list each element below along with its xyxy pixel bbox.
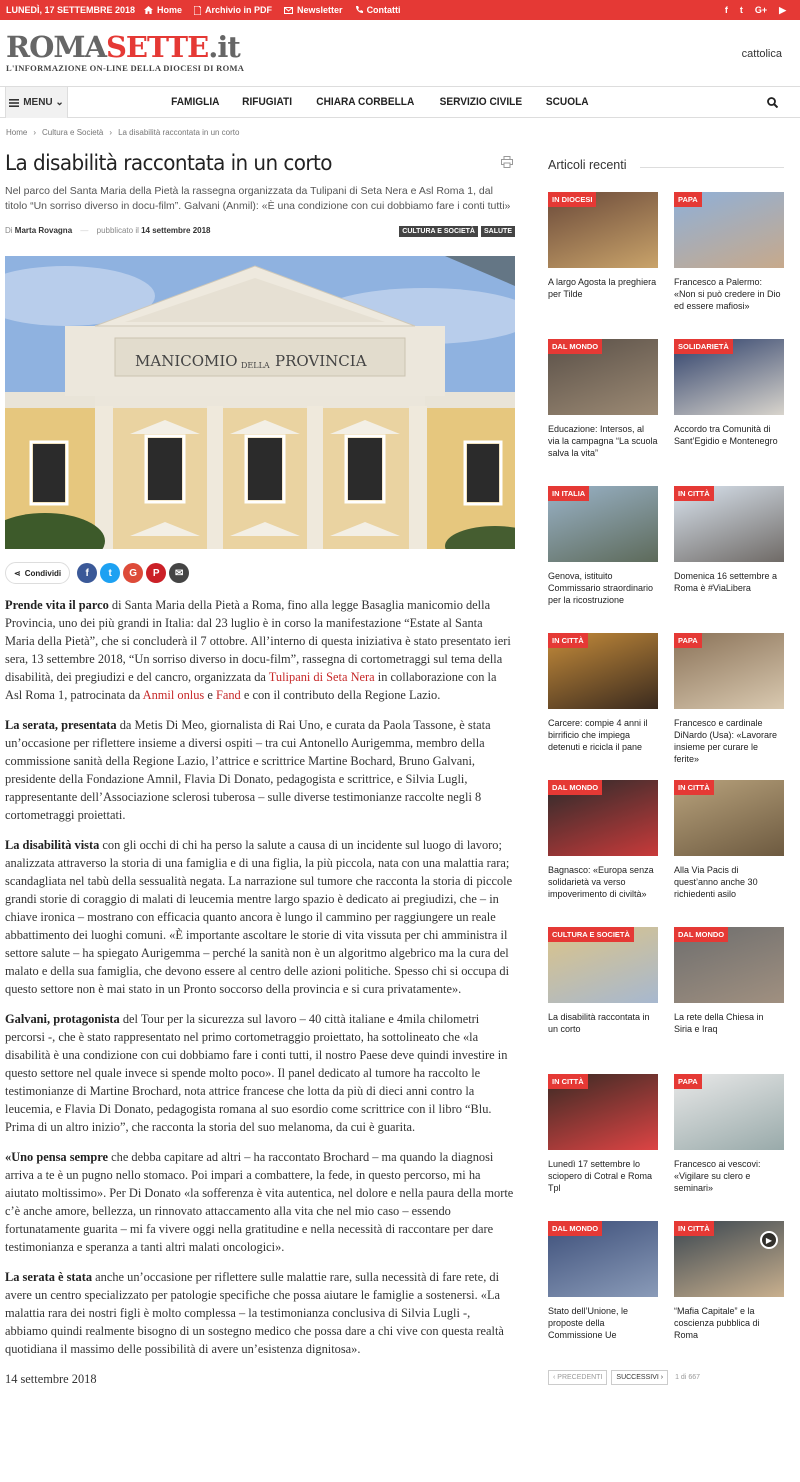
hamburger-icon — [9, 99, 19, 107]
google-plus-icon[interactable]: G+ — [754, 4, 768, 15]
recent-article-card[interactable] — [674, 1074, 784, 1221]
paragraph: Galvani, protagonista del Tour per la sicurezza sul lavoro – 40 città italiane e 4mila chilometri percorsi -, che è stato rappresentato nel primo cortometraggio proiettato, ha sottolineato che «la disabilità è una condizione con cui dobbiamo fare i conti tutti, il nostro Paese deve quindi investire in questo settore nel quale invece si spende molto poco». Il panel dedicato al tumore ha raccolto le testimonianze di Martine Brochard, nota attrice francese che lotta da più di dieci anni contro la leucemia, e Flavia Di Donato, pedagogista romana al suo esordio come scrittrice con il libro “Blu. Prima di un altro inizio”, che racconta la storia del suo melanoma, da cui è guarita. — [5, 1012, 508, 1134]
recent-article-title[interactable]: Educazione: Intersos, al via la campagna “La scuola salva la vita” — [548, 424, 658, 458]
pagination — [548, 1370, 784, 1385]
tag-salute[interactable]: SALUTE — [481, 226, 515, 237]
category-label[interactable]: IN CITTÀ — [674, 780, 714, 795]
recent-article-thumbnail[interactable] — [548, 1074, 658, 1150]
recent-article-card[interactable] — [674, 927, 784, 1074]
recent-article-thumbnail[interactable] — [674, 192, 784, 268]
recent-article-title[interactable]: Francesco a Palermo: «Non si può credere in Dio ed essere mafiosi» — [674, 277, 781, 311]
category-label[interactable]: IN DIOCESI — [548, 192, 596, 207]
sidebar-title: Articoli recenti — [548, 158, 784, 172]
facade-text-mid: DELLA — [241, 361, 270, 370]
recent-article-title[interactable]: La disabilità raccontata in un corto — [548, 1012, 650, 1034]
prev-button[interactable]: ‹ PRECEDENTI — [548, 1370, 607, 1385]
youtube-icon[interactable]: ▶ — [779, 4, 786, 15]
category-label[interactable]: PAPA — [674, 1074, 702, 1089]
recent-article-title[interactable]: Genova, istituito Commissario straordinario per la ricostruzione — [548, 571, 654, 605]
top-bar — [0, 0, 800, 20]
twitter-share-icon[interactable]: t — [100, 563, 120, 583]
category-label[interactable]: IN CITTÀ — [548, 633, 588, 648]
recent-article-card[interactable] — [548, 633, 658, 780]
sidebar — [548, 158, 784, 1385]
logo-tagline: L'INFORMAZIONE ON-LINE DELLA DIOCESI DI ROMA — [6, 63, 245, 73]
article-meta: Di Marta Rovagna — pubblicato il 14 settembre 2018 CULTURA E SOCIETÀ SALUTE — [5, 226, 515, 240]
recent-article-title[interactable]: “Mafia Capitale” e la coscienza pubblica di Roma — [674, 1306, 760, 1340]
nav-item-chiara-corbella[interactable]: CHIARA CORBELLA — [316, 96, 415, 108]
recent-article-thumbnail[interactable] — [548, 192, 658, 268]
recent-article-card[interactable] — [548, 1221, 658, 1368]
recent-article-title[interactable]: Lunedì 17 settembre lo sciopero di Cotral e Roma Tpl — [548, 1159, 653, 1193]
category-label[interactable]: IN CITTÀ — [548, 1074, 588, 1089]
recent-article-thumbnail[interactable] — [674, 780, 784, 856]
building-illustration — [5, 256, 515, 549]
next-button[interactable]: SUCCESSIVI › — [611, 1370, 668, 1385]
chevron-down-icon: ⌄ — [55, 97, 64, 108]
newsletter-link[interactable]: Newsletter — [284, 5, 343, 15]
recent-article-thumbnail[interactable] — [674, 1074, 784, 1150]
recent-article-card[interactable] — [674, 1221, 784, 1368]
recent-article-card[interactable] — [548, 192, 658, 339]
facade-text-left: MANICOMIO — [135, 352, 238, 370]
phone-icon — [355, 6, 363, 14]
home-icon — [144, 6, 153, 14]
category-label[interactable]: DAL MONDO — [548, 780, 602, 795]
category-label[interactable]: CULTURA E SOCIETÀ — [548, 927, 634, 942]
print-icon[interactable] — [501, 156, 513, 168]
paragraph: «Uno pensa sempre che debba capitare ad altri – ha raccontato Brochard – ma quando la diagnosi arriva a te è un pugno nello stomaco. Poi impari a combattere, la fede, in questo percorso, mi ha aiutato moltissimo». Per Di Donato «la sofferenza è vita autentica, nel dolore e nella paura della morte c’è anche amore, bellezza, un rinnovato attaccamento alla vita che nel mio caso – essendo fortunatamente guarita – mi fa vivere oggi nella gratitudine e nella necessità di raccontare per dare testimonianza e speranza a tanti altri malati oncologici». — [5, 1150, 514, 1254]
pinterest-share-icon[interactable]: P — [146, 563, 166, 583]
link-fand[interactable]: Fand — [215, 688, 241, 702]
page-count: 1 di 667 — [675, 1374, 701, 1381]
publish-date: 14 settembre 2018 — [141, 226, 211, 235]
category-label[interactable]: PAPA — [674, 633, 702, 648]
nav-item-servizio-civile[interactable]: SERVIZIO CIVILE — [439, 96, 523, 108]
nav-item-scuola[interactable]: SCUOLA — [545, 96, 589, 108]
recent-article-card[interactable] — [674, 780, 784, 927]
twitter-icon[interactable]: t — [739, 4, 743, 15]
paragraph: La disabilità vista con gli occhi di chi ha perso la salute a causa di un incidente sul luogo di lavoro; analizzata attraverso la storia di una famiglia e di una figlia, la più piccola, nata con una malattia rara; scandagliata nel tabù della sessualità negata. La narrazione sul tumore che racconta la storia di piccole grandi storie di coraggio di malati di leucemia mentre largo spazio è dedicato ai pregiudizi, che – in chiave ironica – mostrano con efficacia quanto ancora è lungo il cammino per raggiungere un reale abbattimento dei luoghi comuni. «È importante ascoltare le storie di vita vissuta per chi amministra il settore salute – ha spiegato Aurigemma – perché la sanità non è un algoritmo algebrico ma la cura del malato e della sua famiglia, che devono essere al centro delle azioni politiche. Spesso chi si occupa di questo settore non è mai stato in un Pronto soccorso della provincia e si cura privatamente». — [5, 838, 513, 996]
recent-article-thumbnail[interactable] — [548, 633, 658, 709]
current-date: LUNEDÌ, 17 SETTEMBRE 2018 — [6, 5, 136, 15]
recent-article-card[interactable] — [548, 486, 658, 633]
recent-article-thumbnail[interactable] — [548, 1221, 658, 1297]
search-icon[interactable] — [767, 97, 778, 108]
recent-article-card[interactable] — [674, 192, 784, 339]
category-label[interactable]: IN ITALIA — [548, 486, 589, 501]
recent-article-card[interactable] — [674, 633, 784, 780]
mail-icon — [284, 7, 293, 14]
facade-text-right: PROVINCIA — [275, 352, 367, 370]
category-label[interactable]: DAL MONDO — [674, 927, 728, 942]
recent-article-title[interactable]: Stato dell’Unione, le proposte della Commissione Ue — [548, 1306, 629, 1340]
paragraph: La serata è stata anche un’occasione per riflettere sulle malattie rare, sulla necessità di fare rete, di avere un centro specializzato per patologie specifiche che possa aiutare le famiglie a sostenersi. «La malattia rara dei nostri figli è molto complessa – la testimonianza conclusiva di Silvia Lugli -, abbiamo quindi realmente bisogno di un sostegno medico che possa dare a chi vive con questa realtà quotidiana il massimo delle possibilità di avere un’esistenza dignitosa». — [5, 1270, 504, 1356]
recent-article-thumbnail[interactable] — [548, 927, 658, 1003]
recent-article-title[interactable]: Bagnasco: «Europa senza solidarietà va verso impoverimento di civiltà» — [548, 865, 654, 899]
nav-item-rifugiati[interactable]: RIFUGIATI — [241, 96, 292, 108]
share-icon: ⋖ — [14, 568, 21, 578]
recent-article-title[interactable]: Francesco ai vescovi: «Vigilare su clero e seminari» — [674, 1159, 761, 1193]
category-label[interactable]: IN CITTÀ — [674, 1221, 714, 1236]
recent-article-card[interactable] — [674, 339, 784, 486]
recent-article-thumbnail[interactable] — [548, 339, 658, 415]
recent-article-card[interactable] — [674, 486, 784, 633]
category-label[interactable]: DAL MONDO — [548, 339, 602, 354]
recent-article-thumbnail[interactable] — [548, 486, 658, 562]
recent-article-card[interactable] — [548, 1074, 658, 1221]
breadcrumb: Home › Cultura e Società › La disabilità raccontata in un corto — [6, 128, 240, 137]
main-nav — [0, 86, 800, 118]
recent-article-thumbnail[interactable] — [674, 339, 784, 415]
contacts-link[interactable]: Contatti — [355, 5, 401, 15]
archive-pdf-link[interactable]: Archivio in PDF — [194, 5, 272, 15]
article — [5, 150, 515, 1400]
facebook-share-icon[interactable]: f — [77, 563, 97, 583]
document-icon — [194, 6, 201, 15]
link-anmil[interactable]: Anmil onlus — [142, 688, 205, 702]
play-icon[interactable]: ▶ — [760, 1231, 778, 1249]
email-share-icon[interactable]: ✉ — [169, 563, 189, 583]
site-header — [0, 20, 800, 86]
article-title: La disabilità raccontata in un corto — [5, 151, 332, 175]
home-link[interactable]: Home — [144, 5, 182, 15]
site-logo[interactable]: ROMASETTE.it L'INFORMAZIONE ON-LINE DELLA DIOCESI DI ROMA — [6, 30, 245, 73]
category-label[interactable]: PAPA — [674, 192, 702, 207]
google-share-icon[interactable]: G — [123, 563, 143, 583]
recent-article-thumbnail[interactable] — [674, 1221, 784, 1297]
menu-button[interactable]: MENU ⌄ — [5, 87, 68, 118]
category-label[interactable]: SOLIDARIETÀ — [674, 339, 733, 354]
author-link[interactable]: Marta Rovagna — [14, 226, 73, 235]
recent-article-thumbnail[interactable] — [548, 780, 658, 856]
recent-article-title[interactable]: Carcere: compie 4 anni il birrificio che impiega detenuti e ricicla il pane — [548, 718, 648, 752]
link-tulipani[interactable]: Tulipani di Seta Nera — [268, 670, 375, 684]
article-image — [5, 256, 515, 549]
recent-article-title[interactable]: Alla Via Pacis di quest’anno anche 30 richiedenti asilo — [674, 865, 758, 899]
category-label[interactable]: IN CITTÀ — [674, 486, 714, 501]
recent-article-title[interactable]: Domenica 16 settembre a Roma è #ViaLibera — [674, 571, 778, 593]
recent-article-title[interactable]: A largo Agosta la preghiera per Tilde — [548, 277, 657, 299]
paragraph: La serata, presentata da Metis Di Meo, giornalista di Rai Uno, e curata da Paola Tassone, è stata un’occasione per riflettere insieme a diversi ospiti – tra cui Antonello Aurigemma, membro della commissione sanità della Regione Lazio, l’attrice e scrittrice Martine Bochard, Bruno Galvani, presidente della Fondazione Amnil, Flavia Di Donato, pedagogista e scrittrice, e Silvia Lugli, rappresentante dell’Associazione sclerosi tuberosa – sulle diverse testimonianze raccolte negli 8 cortometraggi proiettati. — [5, 718, 491, 822]
paragraph: Prende vita il parco di Santa Maria della Pietà a Roma, fino alla legge Basaglia manicomio della Provincia, uno dei più grandi in Italia: dal 23 luglio è in corso la manifestazione “Estate al Santa Maria della Pietà”, che si concluderà il 7 ottobre. All’interno di questa iniziativa è stato presentato ieri sera, 13 settembre 2018, “Un sorriso diverso in docu-film”, rassegna di cortometraggi sul tema della disabilità, dei pregiudizi e del cancro, organizzata da Tulipani di Seta Nera in collaborazione con la Asl Roma 1, patrocinata da Anmil onlus e Fand e con il contributo della Regione Lazio. — [5, 598, 511, 702]
tag-cultura[interactable]: CULTURA E SOCIETÀ — [399, 226, 478, 237]
recent-article-card[interactable] — [548, 780, 658, 927]
recent-article-thumbnail[interactable] — [674, 633, 784, 709]
share-button[interactable]: ⋖ Condividi — [5, 562, 70, 584]
breadcrumb-category[interactable]: Cultura e Società — [42, 128, 104, 137]
article-body — [5, 596, 515, 1388]
facebook-icon[interactable]: f — [724, 4, 728, 15]
recent-article-title[interactable]: La rete della Chiesa in Siria e Iraq — [674, 1012, 764, 1034]
nav-item-famiglia[interactable]: FAMIGLIA — [171, 96, 220, 108]
recent-article-thumbnail[interactable] — [674, 486, 784, 562]
article-date-footer: 14 settembre 2018 — [5, 1372, 97, 1386]
recent-article-thumbnail[interactable] — [674, 927, 784, 1003]
recent-article-title[interactable]: Accordo tra Comunità di Sant’Egidio e Montenegro — [674, 424, 778, 446]
breadcrumb-home[interactable]: Home — [6, 128, 28, 137]
share-bar — [5, 562, 515, 584]
breadcrumb-current: La disabilità raccontata in un corto — [118, 128, 240, 137]
header-tag[interactable]: cattolica — [741, 48, 782, 60]
category-label[interactable]: DAL MONDO — [548, 1221, 602, 1236]
article-subtitle: Nel parco del Santa Maria della Pietà la rassegna organizzata da Tulipani di Seta Nera e Asl Roma 1, dal titolo “Un sorriso diverso in docu-film”. Galvani (Anmil): «È una condizione con cui dobbiamo fare i conti tutti» — [5, 185, 511, 212]
recent-article-title[interactable]: Francesco e cardinale DiNardo (Usa): «Lavorare insieme per curare le ferite» — [674, 718, 778, 764]
recent-article-card[interactable] — [548, 339, 658, 486]
recent-article-card[interactable] — [548, 927, 658, 1074]
